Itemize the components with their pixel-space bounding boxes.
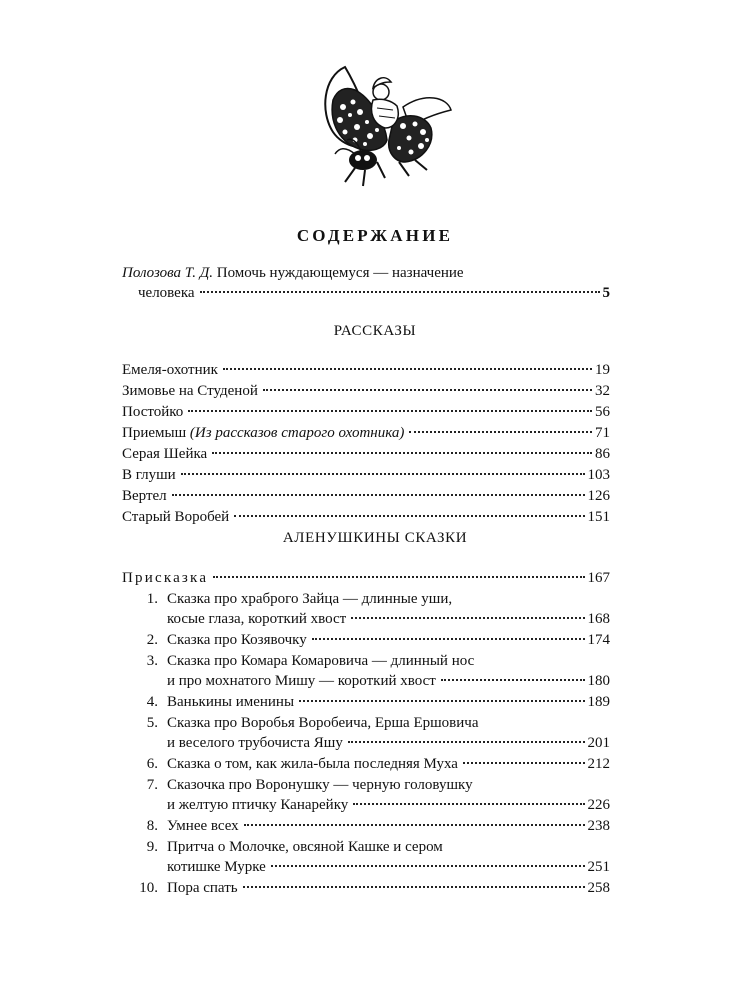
list-item xyxy=(122,360,610,381)
preface-line xyxy=(122,263,610,283)
preface-page: 5 xyxy=(602,285,610,301)
story-page: 103 xyxy=(587,467,610,483)
dot-leader xyxy=(223,368,592,370)
tale-page: 180 xyxy=(587,673,610,689)
list-item xyxy=(122,507,610,528)
tale-title: Сказка про храброго Зайца — длинные уши, xyxy=(167,591,453,607)
page-title: СОДЕРЖАНИЕ xyxy=(296,226,454,245)
story-title: Вертел xyxy=(122,488,167,504)
dot-leader xyxy=(234,515,584,517)
list-item xyxy=(122,465,610,486)
dot-leader xyxy=(441,679,585,681)
tale-number: 6. xyxy=(146,756,158,772)
list-item xyxy=(122,444,610,465)
list-item xyxy=(122,878,610,899)
dot-leader xyxy=(263,389,592,391)
list-item-continuation xyxy=(122,795,610,816)
prelude-page: 167 xyxy=(587,570,610,586)
tale-title-cont: и про мохнатого Мишу — короткий хвост xyxy=(167,673,436,689)
tale-number: 5. xyxy=(146,715,158,731)
tale-page: 238 xyxy=(587,818,610,834)
preface-entry xyxy=(122,263,610,303)
tale-title: Притча о Молочке, овсяной Кашке и сером xyxy=(167,839,443,855)
dot-leader xyxy=(353,803,584,805)
tale-page: 174 xyxy=(587,632,610,648)
tale-page: 226 xyxy=(587,797,610,813)
dot-leader xyxy=(172,494,585,496)
tale-number: 9. xyxy=(146,839,158,855)
prelude-title: Присказка xyxy=(122,570,209,586)
tale-number: 1. xyxy=(146,591,158,607)
story-page: 126 xyxy=(587,488,610,504)
list-item xyxy=(122,754,610,775)
tale-title: Ванькины именины xyxy=(167,694,295,710)
story-title: Приемыш xyxy=(122,425,187,441)
tale-title-cont: котишке Мурке xyxy=(167,859,266,875)
story-page: 71 xyxy=(595,425,610,441)
list-item xyxy=(122,402,610,423)
dot-leader xyxy=(213,576,584,578)
tale-title: Пора спать xyxy=(167,880,238,896)
tale-title-cont: и желтую птичку Канарейку xyxy=(167,797,349,813)
story-title: Старый Воробей xyxy=(122,509,230,525)
dot-leader xyxy=(348,741,585,743)
story-title: Емеля-охотник xyxy=(122,362,218,378)
dot-leader xyxy=(244,824,585,826)
dot-leader xyxy=(409,431,592,433)
preface-line-2 xyxy=(122,283,610,303)
dot-leader xyxy=(271,865,585,867)
story-page: 19 xyxy=(595,362,610,378)
list-item xyxy=(122,568,610,589)
tale-title: Сказочка про Воронушку — черную головушку xyxy=(167,777,473,793)
tale-title: Сказка про Комара Комаровича — длинный нос xyxy=(167,653,475,669)
tale-number: 4. xyxy=(146,694,158,710)
list-item xyxy=(122,816,610,837)
dot-leader xyxy=(181,473,585,475)
tale-title-cont: косые глаза, короткий хвост xyxy=(167,611,347,627)
story-title: Серая Шейка xyxy=(122,446,208,462)
stories-list xyxy=(122,360,610,528)
tale-page: 258 xyxy=(587,880,610,896)
dot-leader xyxy=(243,886,585,888)
tale-title: Умнее всех xyxy=(167,818,239,834)
tale-title: Сказка про Воробья Воробеича, Ерша Ершовича xyxy=(167,715,479,731)
list-item xyxy=(122,381,610,402)
story-title: Зимовье на Студеной xyxy=(122,383,258,399)
tale-number: 10. xyxy=(139,880,158,896)
tale-page: 251 xyxy=(587,859,610,875)
tale-number: 8. xyxy=(146,818,158,834)
ladybug-illustration xyxy=(315,52,455,192)
dot-leader xyxy=(463,762,585,764)
preface-title-line2: человека xyxy=(138,285,195,301)
section-heading-tales: АЛЕНУШКИНЫ СКАЗКИ xyxy=(282,530,468,546)
list-item-continuation xyxy=(122,733,610,754)
list-item-continuation xyxy=(122,671,610,692)
list-item xyxy=(122,692,610,713)
story-page: 56 xyxy=(595,404,610,420)
tale-page: 168 xyxy=(587,611,610,627)
list-item xyxy=(122,589,610,609)
tale-page: 189 xyxy=(587,694,610,710)
section-heading-stories: РАССКАЗЫ xyxy=(333,323,417,339)
tale-number: 7. xyxy=(146,777,158,793)
story-page: 86 xyxy=(595,446,610,462)
tales-list xyxy=(122,568,610,899)
tale-page: 201 xyxy=(587,735,610,751)
list-item xyxy=(122,630,610,651)
list-item-continuation xyxy=(122,857,610,878)
tale-page: 212 xyxy=(587,756,610,772)
story-page: 151 xyxy=(587,509,610,525)
list-item xyxy=(122,486,610,507)
tale-number: 3. xyxy=(146,653,158,669)
story-note: (Из рассказов старого охотника) xyxy=(189,425,405,441)
list-item xyxy=(122,651,610,671)
list-item xyxy=(122,775,610,795)
tale-title: Сказка про Козявочку xyxy=(167,632,307,648)
list-item xyxy=(122,423,610,444)
dot-leader xyxy=(312,638,585,640)
dot-leader xyxy=(200,291,600,293)
list-item xyxy=(122,713,610,733)
preface-author: Полозова Т. Д. xyxy=(122,265,213,281)
tale-title: Сказка о том, как жила-была последняя Муха xyxy=(167,756,458,772)
story-page: 32 xyxy=(595,383,610,399)
tale-title-cont: и веселого трубочиста Яшу xyxy=(167,735,343,751)
list-item xyxy=(122,837,610,857)
dot-leader xyxy=(188,410,592,412)
story-title: Постойко xyxy=(122,404,184,420)
dot-leader xyxy=(212,452,592,454)
dot-leader xyxy=(299,700,584,702)
dot-leader xyxy=(351,617,584,619)
story-title: В глуши xyxy=(122,467,176,483)
preface-title-line1: Помочь нуждающемуся — назначение xyxy=(216,265,464,281)
list-item-continuation xyxy=(122,609,610,630)
tale-number: 2. xyxy=(146,632,158,648)
